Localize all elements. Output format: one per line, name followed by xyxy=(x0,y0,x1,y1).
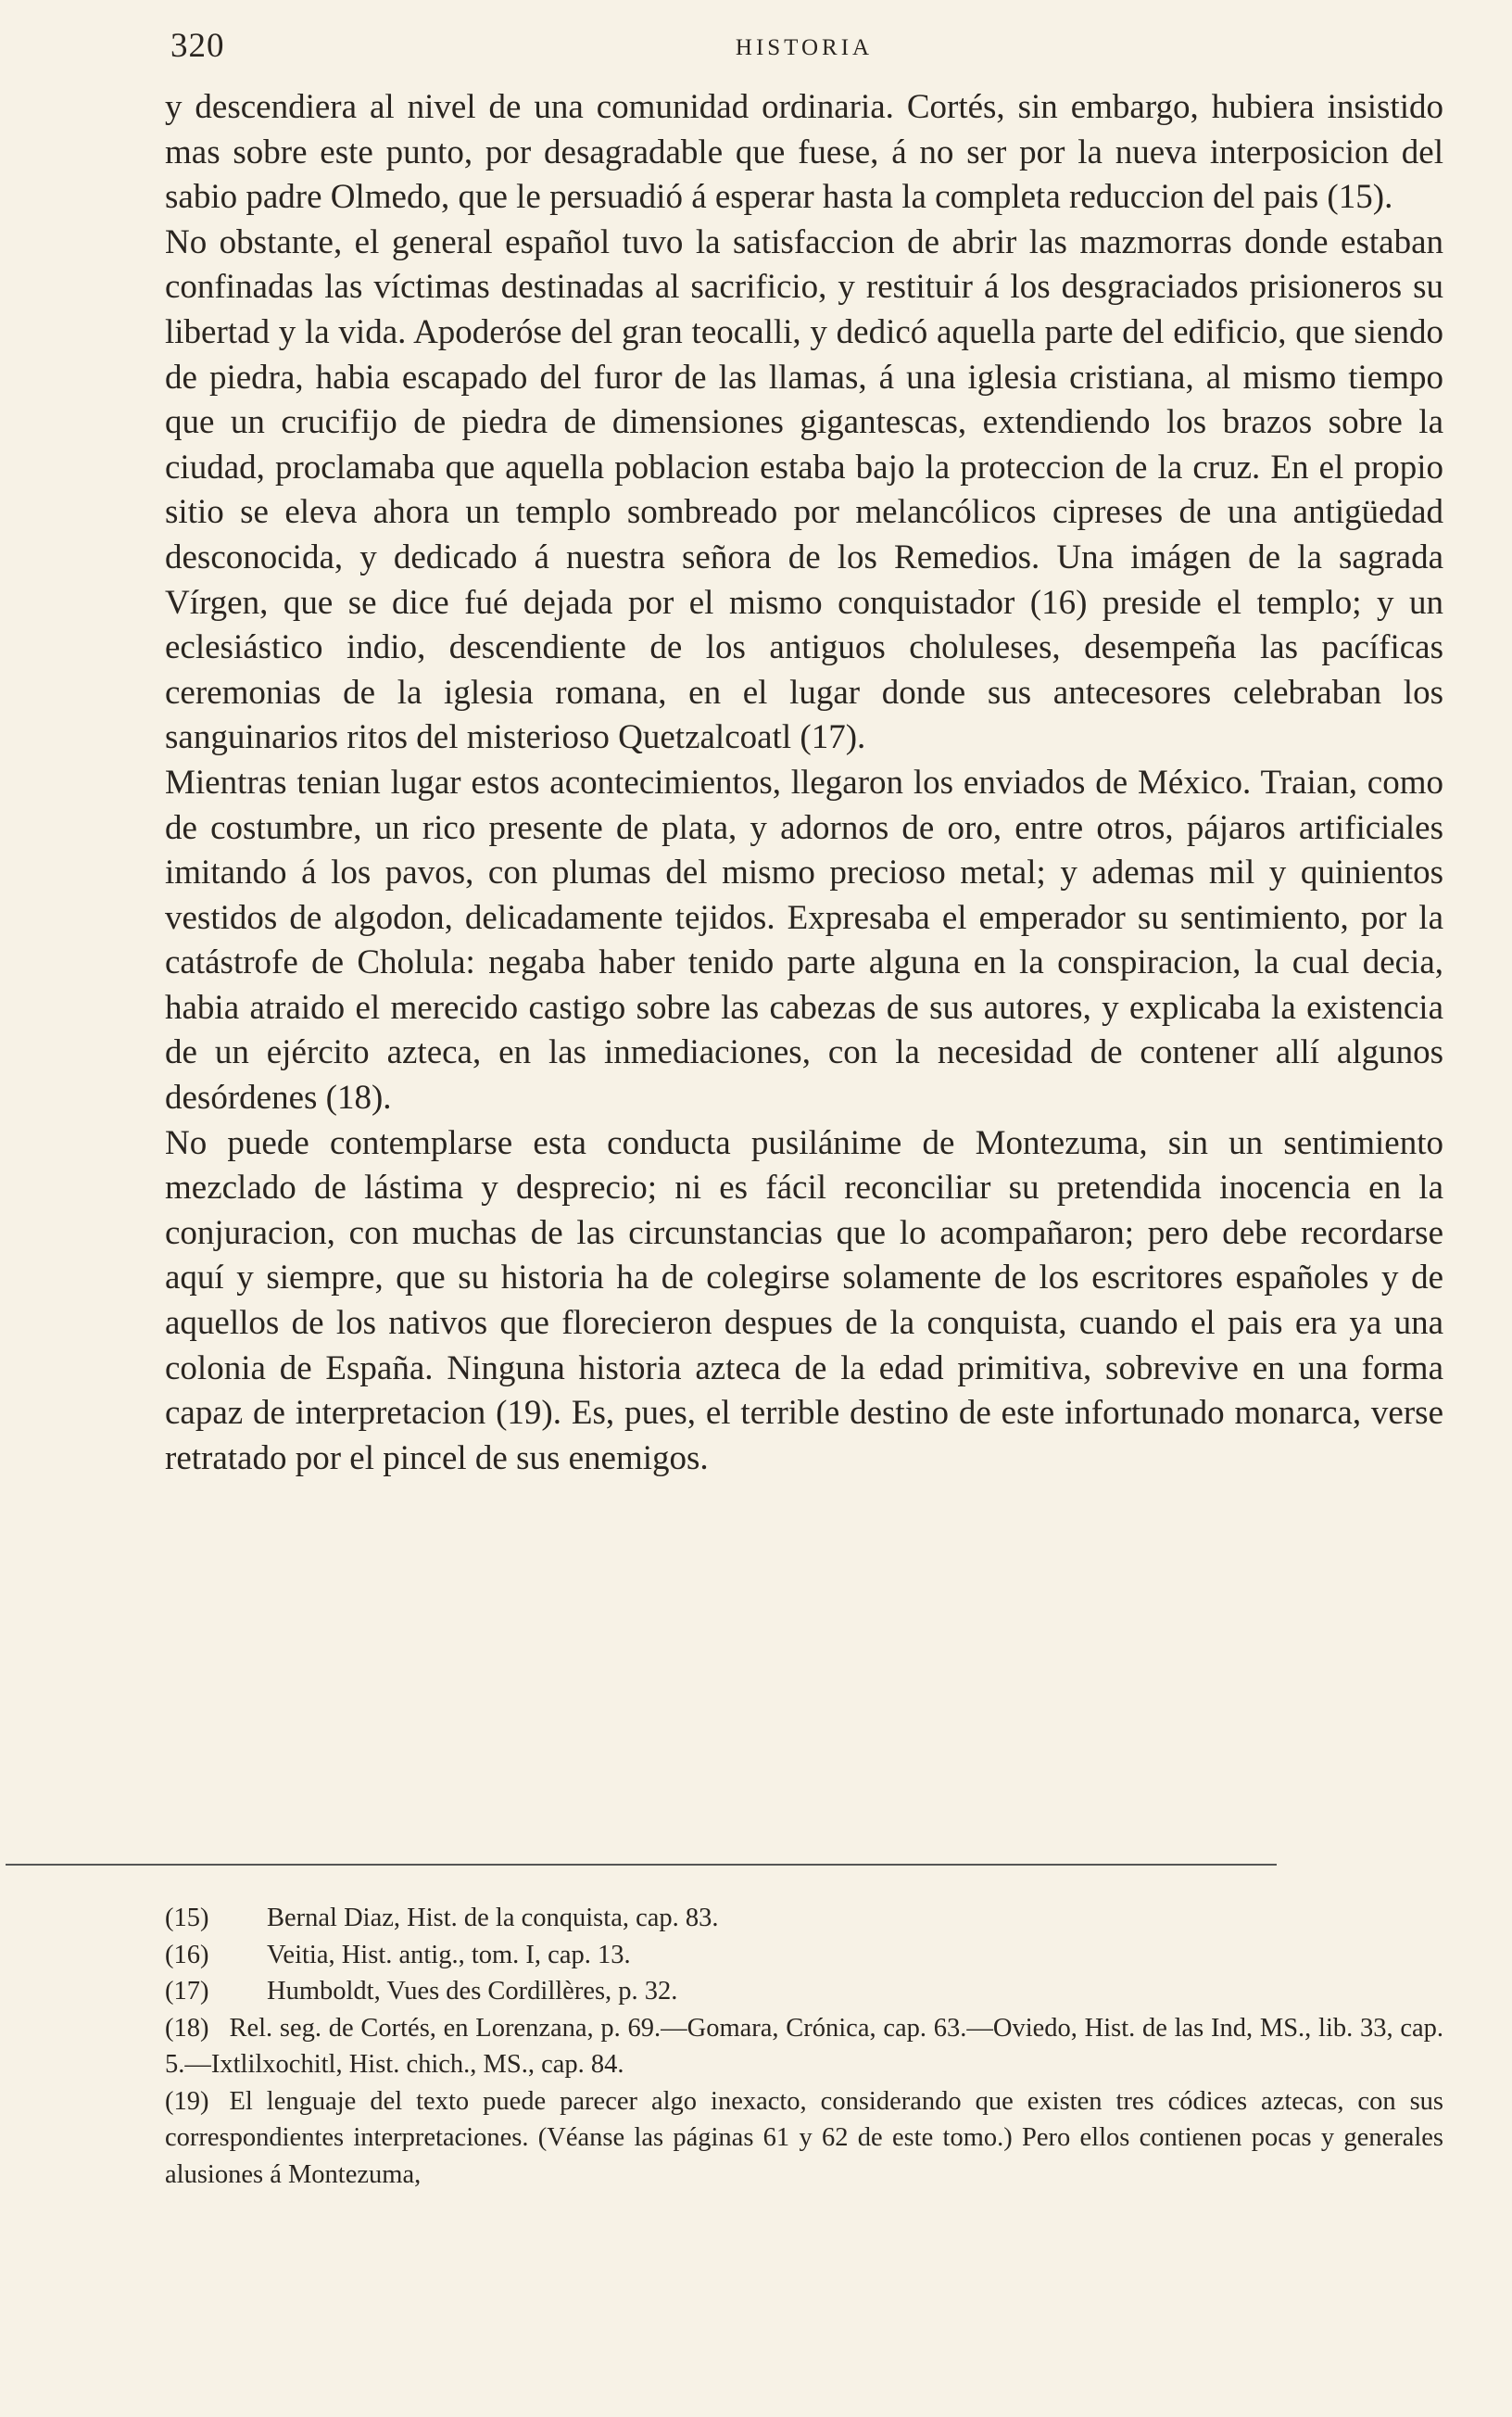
running-head xyxy=(165,26,1443,78)
paragraph: Mientras tenian lugar estos acontecimientos, llegaron los enviados de México. Traian, como de costumbre, un rico presente de plata, y adornos de oro, entre otros, pájaros artificiales imitando á los pavos, con plumas del mismo precioso metal; y ademas mil y quinientos vestidos de algodon, delicadamente tejidos. Expresaba el emperador su sentimiento, por la catástrofe de Cholula: negaba haber tenido parte alguna en la conspiracion, la cual decia, habia atraido el merecido castigo sobre las cabezas de sus autores, y explicaba la existencia de un ejército azteca, en las inmediaciones, con la necesidad de contener allí algunos desórdenes (18). xyxy=(165,763,1443,1118)
footnote-text: El lenguaje del texto puede parecer algo inexacto, considerando que existen tres códices aztecas, con sus correspondientes interpretaciones. (Véanse las páginas 61 y 62 de este tomo.) Pero ellos contienen pocas y generales alusiones á Montezuma, xyxy=(165,2086,1443,2189)
footnote-text: Rel. seg. de Cortés, en Lorenzana, p. 69.—Gomara, Crónica, cap. 63.—Oviedo, Hist. de las Ind, MS., lib. 33, cap. 5.—Ixtlilxochitl, Hist. chich., MS., cap. 84. xyxy=(165,2013,1443,2079)
paragraph-continued: y descendiera al nivel de una comunidad ordinaria. Cortés, sin embargo, hubiera insistido mas sobre este punto, por desagradable que fuese, á no ser por la nueva interposicion del sabio padre Olmedo, que le persuadió á esperar hasta la completa reduccion del pais (15). xyxy=(165,88,1443,217)
footnotes xyxy=(165,1900,1443,2193)
footnote-mark: (19) xyxy=(165,2086,209,2116)
footnote-mark: (15) xyxy=(165,1904,209,1932)
footnote-mark: (16) xyxy=(165,1940,209,1969)
footnote xyxy=(165,2010,1443,2083)
paragraph: No puede contemplarse esta conducta pusilánime de Montezuma, sin un sentimiento mezclado de lástima y desprecio; ni es fácil reconciliar su pretendida inocencia en la conjuracion, con muchas de las circunstancias que lo acompañaron; pero debe recordarse aquí y siempre, que su historia ha de colegirse solamente de los escritores españoles y de aquellos de los nativos que florecieron despues de la conquista, cuando el pais era ya una colonia de España. Ninguna historia azteca de la edad primitiva, sobrevive en una forma capaz de interpretacion (19). Es, pues, el terrible destino de este infortunado monarca, verse retratado por el pincel de sus enemigos. xyxy=(165,1123,1443,1477)
body-text xyxy=(165,85,1443,1481)
footnote-mark: (17) xyxy=(165,1977,209,2006)
footnote xyxy=(165,1973,1443,2010)
footnote xyxy=(165,2083,1443,2194)
footnote-text: Humboldt, Vues des Cordillères, p. 32. xyxy=(267,1977,678,2006)
page-number: 320 xyxy=(170,27,225,65)
footnote-text: Veitia, Hist. antig., tom. I, cap. 13. xyxy=(267,1940,631,1969)
paragraph: No obstante, el general español tuvo la satisfaccion de abrir las mazmorras donde estaban confinadas las víctimas destinadas al sacrificio, y restituir á los desgraciados prisioneros su libertad y la vida. Apoderóse del gran teocalli, y dedicó aquella parte del edificio, que siendo de piedra, habia escapado del furor de las llamas, á una iglesia cristiana, al mismo tiempo que un crucifijo de piedra de dimensiones gigantescas, extendiendo los brazos sobre la ciudad, proclamaba que aquella poblacion estaba bajo la proteccion de la cruz. En el propio sitio se eleva ahora un templo sombreado por melancólicos cipreses de una antigüedad desconocida, y dedicado á nuestra señora de los Remedios. Una imágen de la sagrada Vírgen, que se dice fué dejada por el mismo conquistador (16) preside el templo; y un eclesiástico indio, descendiente de los antiguos choluleses, desempeña las pacíficas ceremonias de la iglesia romana, en el lugar donde sus antecesores celebraban los sanguinarios ritos del misterioso Quetzalcoatl (17). xyxy=(165,222,1443,757)
footnote xyxy=(165,1900,1443,1937)
footnote xyxy=(165,1937,1443,1974)
footnote-mark: (18) xyxy=(165,2013,209,2043)
running-title: HISTORIA xyxy=(735,35,874,60)
footnote-text: Bernal Diaz, Hist. de la conquista, cap. 83. xyxy=(267,1904,719,1932)
footnote-divider xyxy=(6,1864,1277,1866)
